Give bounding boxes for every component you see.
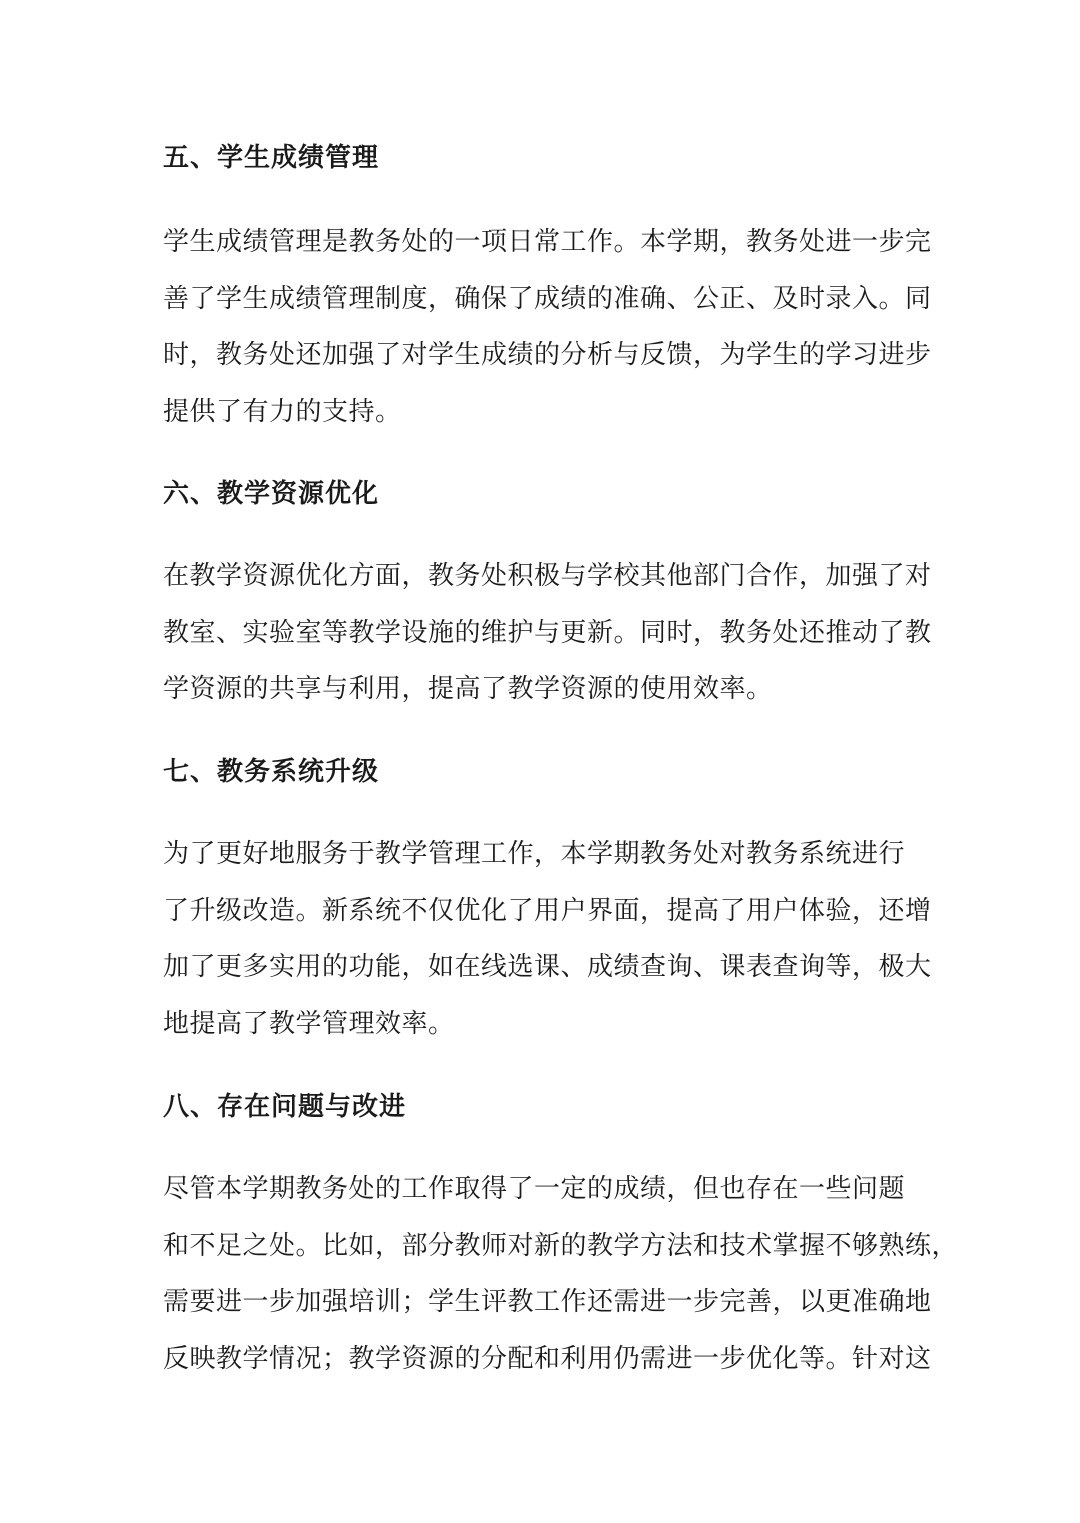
paragraph-line: 时，教务处还加强了对学生成绩的分析与反馈，为学生的学习进步 bbox=[163, 340, 932, 370]
paragraph-line: 反映教学情况；教学资源的分配和利用仍需进一步优化等。针对这 bbox=[163, 1343, 932, 1374]
section-paragraph-5 bbox=[163, 214, 932, 440]
paragraph-line: 需要进一步加强培训；学生评教工作还需进一步完善，以更准确地 bbox=[163, 1287, 932, 1317]
paragraph-line: 提供了有力的支持。 bbox=[163, 396, 402, 427]
section-heading-8: 八、存在问题与改进 bbox=[163, 1092, 407, 1122]
paragraph-line: 和不足之处。比如，部分教师对新的教学方法和技术掌握不够熟练， bbox=[163, 1230, 959, 1261]
section-paragraph-7 bbox=[163, 826, 932, 1052]
section-paragraph-8 bbox=[163, 1161, 959, 1387]
paragraph-line: 加了更多实用的功能，如在线选课、成绩查询、课表查询等，极大 bbox=[163, 952, 932, 982]
paragraph-line: 了升级改造。新系统不仅优化了用户界面，提高了用户体验，还增 bbox=[163, 895, 932, 926]
section-paragraph-6 bbox=[163, 548, 932, 718]
section-heading-6: 六、教学资源优化 bbox=[163, 479, 380, 509]
paragraph-line: 学资源的共享与利用，提高了教学资源的使用效率。 bbox=[163, 674, 773, 704]
paragraph-line: 地提高了教学管理效率。 bbox=[163, 1008, 455, 1039]
section-heading-7: 七、教务系统升级 bbox=[163, 757, 380, 787]
paragraph-line: 善了学生成绩管理制度，确保了成绩的准确、公正、及时录入。同 bbox=[163, 283, 932, 314]
paragraph-line: 为了更好地服务于教学管理工作，本学期教务处对教务系统进行 bbox=[163, 839, 906, 869]
paragraph-line: 在教学资源优化方面，教务处积极与学校其他部门合作，加强了对 bbox=[163, 561, 932, 591]
paragraph-line: 尽管本学期教务处的工作取得了一定的成绩，但也存在一些问题 bbox=[163, 1174, 906, 1204]
paragraph-line: 教室、实验室等教学设施的维护与更新。同时，教务处还推动了教 bbox=[163, 617, 932, 648]
paragraph-line: 学生成绩管理是教务处的一项日常工作。本学期，教务处进一步完 bbox=[163, 227, 932, 257]
section-heading-5: 五、学生成绩管理 bbox=[163, 143, 380, 173]
